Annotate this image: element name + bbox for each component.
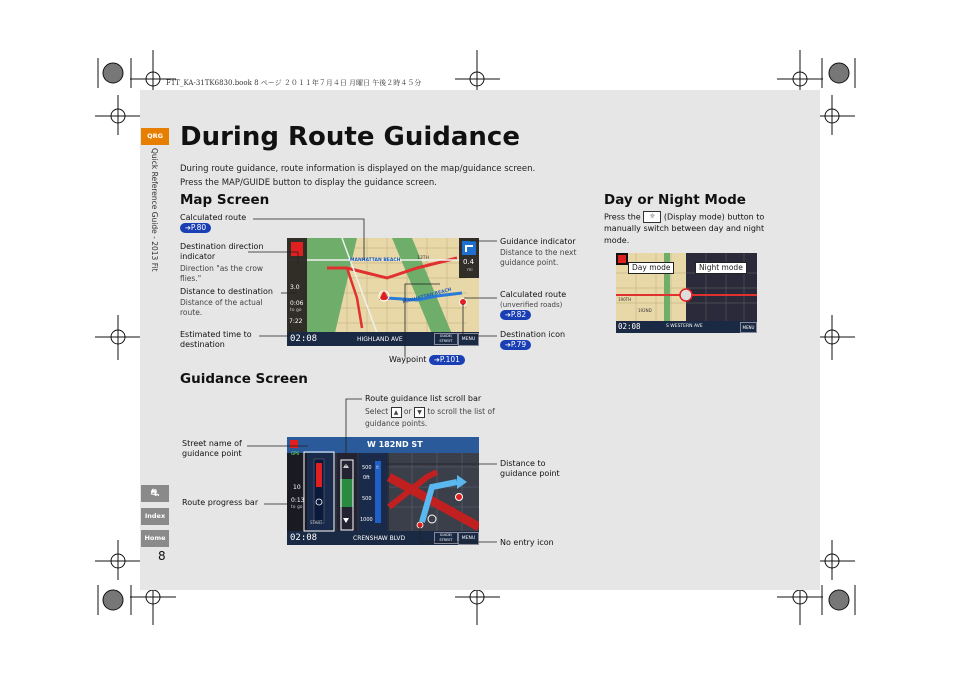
car-nav-icon: ⛐: [150, 488, 160, 499]
day-night-heading: Day or Night Mode: [604, 192, 746, 208]
page-title: During Route Guidance: [180, 122, 520, 152]
tab-home[interactable]: Home: [141, 530, 169, 547]
map-time-label: to go: [290, 308, 302, 313]
guidance-dft: ft: [376, 465, 379, 470]
guidance-d500b: 500: [362, 496, 372, 502]
dest-direction-sub: Direction "as the crow flies.": [180, 264, 264, 283]
calculated-route-text: Calculated route: [180, 213, 247, 222]
guidance-menu-button[interactable]: MENU: [458, 532, 479, 545]
tab-index[interactable]: Index: [141, 508, 169, 525]
side-vertical-text: Quick Reference Guide - 2013 Fit: [150, 148, 159, 272]
label-eta: Estimated time to destination: [180, 330, 252, 349]
guidance-guide-button[interactable]: GUIDE/ STREET: [434, 532, 458, 544]
destination-icon-text: Destination icon: [500, 330, 566, 339]
intro-line-2: Press the MAP/GUIDE button to display the guidance screen.: [180, 178, 438, 188]
ref-p82-text: P.82: [510, 310, 527, 319]
arrow-right-icon: ➔: [505, 311, 511, 319]
scroll-bar-sub-before: Select: [365, 407, 389, 416]
arrow-right-icon: ➔: [433, 356, 440, 364]
guidance-d1000: 1000: [360, 517, 373, 523]
map-time: 02:08: [290, 334, 318, 344]
guidance-screen-heading: Guidance Screen: [180, 371, 308, 387]
map-time-arrival: 7:22: [289, 318, 303, 325]
map-dist-top: 0.4: [463, 258, 475, 266]
dn-street-2: 192ND: [638, 308, 652, 313]
guidance-d500: 500: [362, 465, 372, 471]
guidance-dist1: 10: [293, 484, 301, 491]
map-time-mid: 0:06: [290, 300, 304, 307]
guidance-gps: GPS: [291, 451, 300, 456]
guidance-indicator-sub: Distance to the next guidance point.: [500, 248, 577, 267]
dn-menu-button[interactable]: MENU: [740, 322, 757, 333]
guidance-start: START: [310, 520, 323, 525]
arrow-right-icon: ➔: [505, 341, 511, 349]
day-mode-label: Day mode: [628, 262, 674, 274]
intro-line-1: During route guidance, route information is displayed on the map/guidance screen.: [180, 164, 536, 174]
map-road-2: MANHATTAN BEACH: [402, 287, 453, 306]
map-road-3: 13TH: [417, 256, 429, 261]
tab-qrg[interactable]: QRG: [141, 128, 169, 145]
map-dist-mid: 3.0: [290, 284, 300, 291]
guidance-street-bottom: CRENSHAW BLVD: [353, 535, 406, 542]
guidance-time1: 0:13: [291, 497, 305, 504]
guidance-time: 02:08: [290, 533, 318, 543]
dist-to-dest-sub: Distance of the actual route.: [180, 298, 263, 317]
day-night-text-before: Press the: [604, 212, 641, 222]
map-street: HIGHLAND AVE: [357, 336, 403, 343]
display-mode-button-icon: ☼: [643, 211, 661, 223]
scroll-down-icon: ▼: [414, 407, 425, 418]
label-progress-bar: Route progress bar: [182, 498, 259, 507]
day-night-text-after: (Display mode) button to manually switch between day and night mode.: [604, 212, 765, 245]
map-dist-mi: mi: [467, 268, 473, 273]
map-guide-button[interactable]: GUIDE/ STREET: [434, 333, 458, 345]
scroll-up-icon: ▲: [391, 407, 402, 418]
dest-direction-text: Destination direction indicator: [180, 242, 264, 261]
guidance-indicator-text: Guidance indicator: [500, 237, 576, 246]
label-street-name: Street name of guidance point: [182, 439, 242, 458]
arrow-right-icon: ➔: [185, 224, 191, 232]
label-no-entry: No entry icon: [500, 538, 554, 547]
label-dist-guidance: Distance to guidance point: [500, 459, 560, 478]
dn-street: S WESTERN AVE: [666, 324, 703, 329]
file-header: F1T_KA-31TK6830.book 8 ページ ２０１１年７月４日 月曜日 午後２時４５分: [166, 79, 422, 87]
map-road-1: MANHATTAN BEACH: [350, 258, 401, 263]
dist-to-dest-text: Distance to destination: [180, 287, 273, 296]
scroll-bar-sub-after: to scroll the list of guidance points.: [365, 407, 495, 428]
guidance-d0: 0ft: [363, 475, 370, 481]
guidance-time-label: to go: [291, 505, 303, 510]
calc-route-unverified-text: Calculated route: [500, 290, 567, 299]
calc-route-unverified-sub: (unverified roads): [500, 301, 563, 309]
scroll-bar-text: Route guidance list scroll bar: [365, 394, 482, 403]
dn-street-1: 190TH: [618, 297, 632, 302]
map-menu-button[interactable]: MENU: [458, 333, 479, 346]
night-mode-label: Night mode: [695, 262, 747, 274]
ref-p101-text: P.101: [439, 355, 460, 364]
waypoint-text: Waypoint: [389, 355, 427, 364]
scroll-bar-sub-mid: or: [403, 407, 412, 416]
page-number: 8: [158, 549, 166, 563]
ref-p79-text: P.79: [510, 340, 527, 349]
map-screen-heading: Map Screen: [180, 192, 270, 208]
ref-p80-text: P.80: [190, 223, 207, 232]
guidance-street-top: W 182ND ST: [367, 440, 423, 449]
dn-time: 02:08: [618, 322, 641, 331]
